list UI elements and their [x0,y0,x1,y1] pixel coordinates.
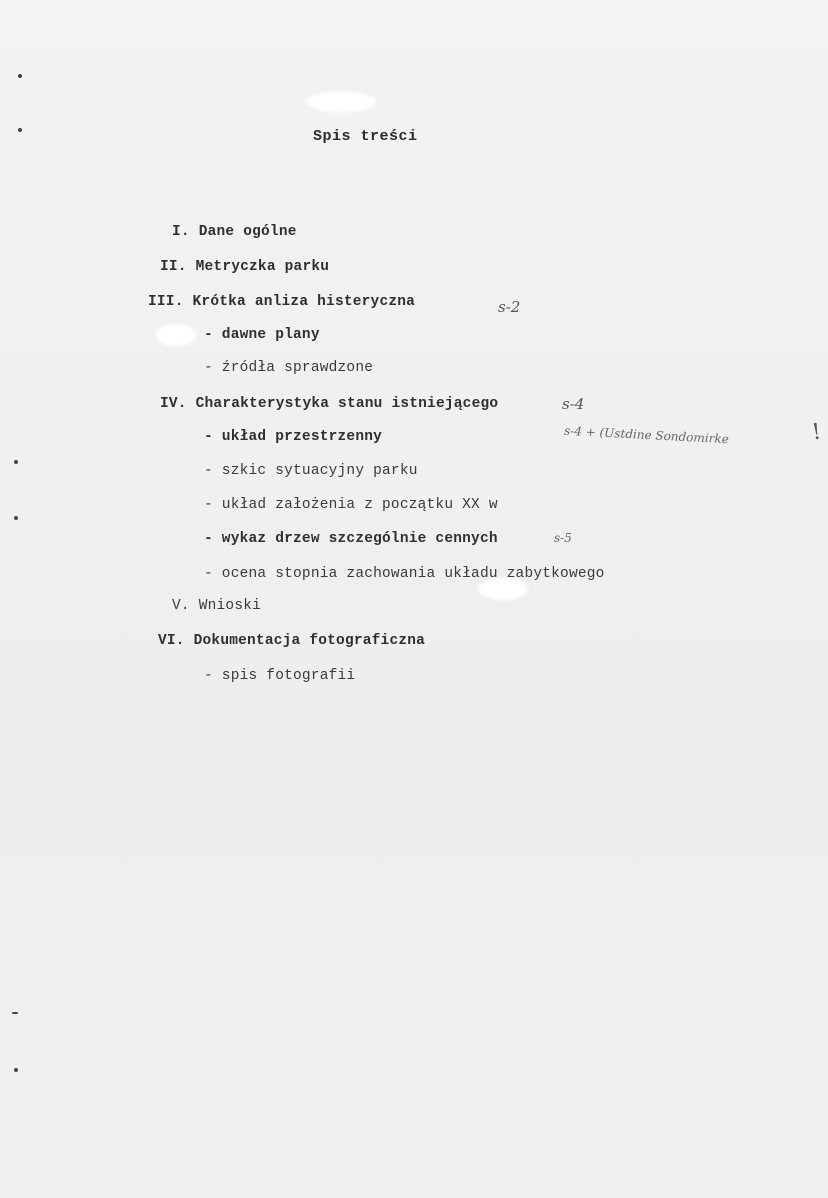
edge-mark [18,128,22,132]
toc-entry [172,598,261,614]
toc-subentry [204,497,498,513]
entry-text: Metryczka parku [195,259,330,275]
handwritten-page-note: s-2 [498,298,521,316]
entry-text: - spis fotografii [204,668,356,684]
entry-text: Charakterystyka stanu istniejącego [195,396,499,412]
edge-mark [14,1068,18,1072]
document-title: Spis treści [313,128,418,145]
correction-blot [156,324,196,346]
entry-number: II. [160,259,187,275]
entry-text: Wnioski [198,598,262,614]
toc-entry [160,396,498,412]
toc-subentry [204,360,373,376]
entry-text: Dane ogólne [198,224,297,240]
toc-subentry [204,327,320,343]
entry-text: - dawne plany [204,327,320,343]
entry-number: I. [172,224,190,240]
edge-mark [12,1012,18,1014]
handwritten-annotation: s-4 + (Ustdine Sondomirke [563,423,730,447]
entry-text: - wykaz drzew szczególnie cennych [204,531,498,547]
toc-entry [158,633,425,649]
entry-text: - źródła sprawdzone [204,360,374,376]
entry-text: - ocena stopnia zachowania układu zabytkowego [204,566,605,582]
handwritten-exclamation: ! [810,419,823,446]
entry-number: III. [148,294,184,310]
toc-entry [160,259,329,275]
toc-subentry [204,429,382,445]
toc-entry [148,294,415,310]
toc-entry [172,224,297,240]
entry-text: - układ przestrzenny [204,429,383,445]
entry-text: - układ założenia z początku XX w [204,497,498,513]
correction-blot [306,92,376,112]
entry-text: Dokumentacja fotograficzna [193,633,426,649]
edge-mark [14,516,18,520]
entry-number: V. [172,598,190,614]
handwritten-page-note: s-5 [554,531,572,545]
entry-text: - szkic sytuacyjny parku [204,463,418,479]
entry-number: IV. [160,396,187,412]
edge-mark [18,74,22,78]
toc-subentry [204,566,605,582]
toc-subentry [204,531,498,547]
entry-number: VI. [158,633,185,649]
edge-mark [14,460,18,464]
toc-subentry [204,463,418,479]
entry-text: Krótka anliza histeryczna [192,294,416,310]
toc-subentry [204,668,355,684]
handwritten-page-note: s-4 [562,395,585,413]
